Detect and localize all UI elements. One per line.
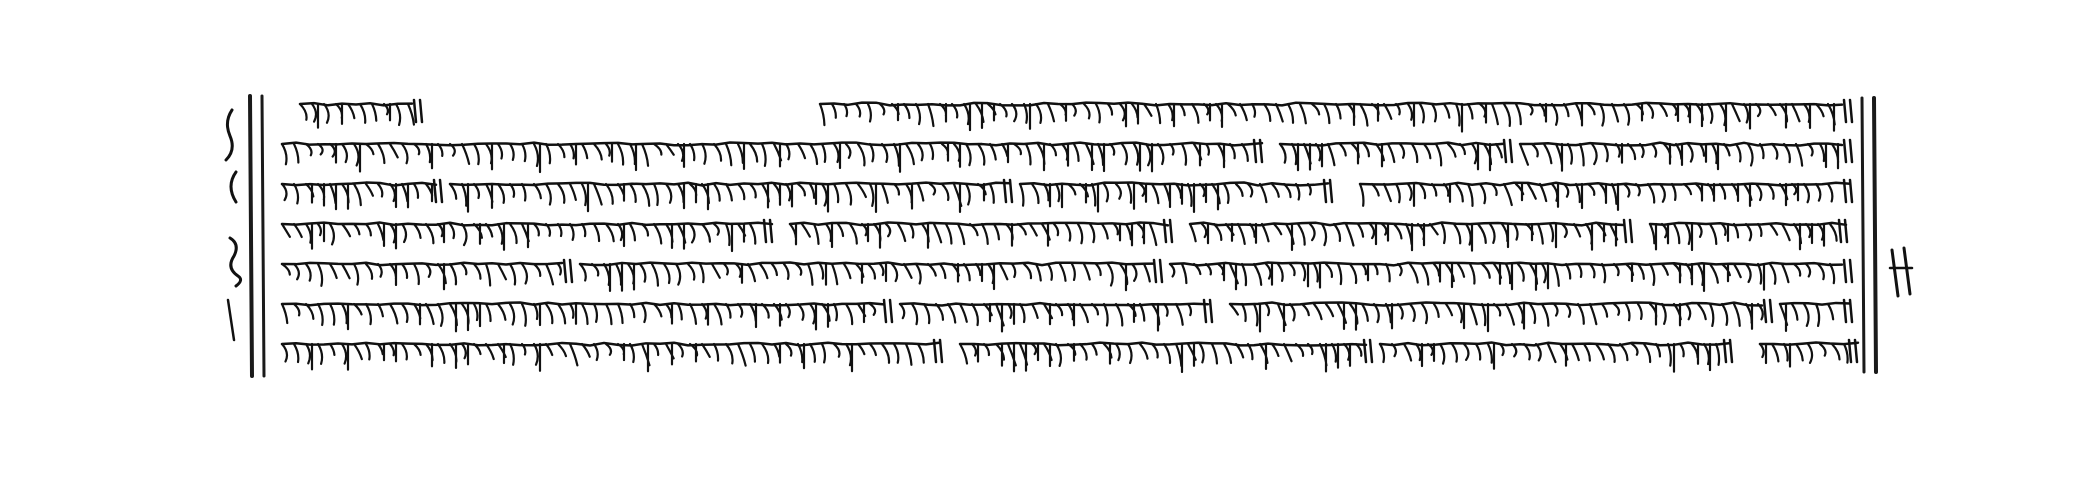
ink-headline bbox=[1020, 183, 1328, 186]
script-line-4 bbox=[282, 220, 1847, 251]
ink-glyphs bbox=[1360, 184, 1832, 210]
ink-glyphs bbox=[300, 104, 414, 128]
shad-mark bbox=[1844, 140, 1852, 162]
ink-headline bbox=[1280, 143, 1504, 146]
ink-headline bbox=[820, 103, 1842, 106]
ink-glyphs bbox=[1280, 144, 1502, 170]
shad-mark bbox=[1844, 100, 1852, 122]
shad-mark bbox=[1504, 140, 1512, 162]
ink-glyphs bbox=[450, 184, 994, 212]
ink-headline bbox=[1380, 343, 1730, 346]
right-margin-marks bbox=[1890, 248, 1912, 296]
ink-glyphs bbox=[790, 224, 1156, 248]
script-line-3 bbox=[282, 180, 1852, 212]
ink-glyphs bbox=[282, 144, 1248, 172]
ink-glyphs bbox=[282, 264, 561, 289]
shad-mark bbox=[564, 260, 572, 282]
script-line-6 bbox=[282, 300, 1852, 331]
left-frame-border bbox=[250, 96, 264, 376]
ink-glyphs bbox=[1380, 344, 1719, 372]
ink-glyphs bbox=[1650, 224, 1837, 250]
script-line-7 bbox=[282, 340, 1858, 372]
ink-glyphs bbox=[282, 344, 924, 371]
ink-headline bbox=[900, 303, 1208, 305]
shad-mark bbox=[884, 300, 892, 322]
ink-headline bbox=[282, 143, 1262, 146]
ink-glyphs bbox=[960, 344, 1361, 372]
shad-mark bbox=[434, 180, 442, 202]
shad-mark bbox=[1624, 220, 1632, 242]
ink-glyphs bbox=[1170, 264, 1834, 291]
ink-glyphs bbox=[282, 304, 875, 331]
shad-mark bbox=[1164, 220, 1172, 242]
right-frame-border bbox=[1862, 98, 1876, 372]
script-line-2 bbox=[282, 140, 1852, 172]
script-lines bbox=[282, 100, 1858, 372]
ink-glyphs bbox=[900, 304, 1191, 331]
ink-headline bbox=[282, 343, 940, 346]
script-line-5 bbox=[282, 260, 1852, 291]
shad-mark bbox=[1764, 300, 1772, 322]
ink-glyphs bbox=[1780, 304, 1833, 331]
ink-headline bbox=[790, 223, 1168, 226]
ink-glyphs bbox=[1760, 344, 1848, 366]
shad-mark bbox=[1844, 260, 1852, 282]
ink-glyphs bbox=[282, 224, 755, 251]
ink-glyphs bbox=[1520, 144, 1838, 171]
ink-glyphs bbox=[580, 264, 1150, 291]
script-line-1 bbox=[300, 100, 1852, 132]
ink-headline bbox=[282, 263, 562, 265]
ink-glyphs bbox=[1190, 224, 1617, 251]
ink-glyphs bbox=[1230, 304, 1763, 331]
shad-mark bbox=[414, 100, 422, 122]
ink-glyphs bbox=[820, 104, 1835, 132]
ink-glyphs bbox=[282, 184, 432, 209]
ink-glyphs bbox=[1020, 184, 1311, 212]
shad-mark bbox=[1154, 260, 1162, 282]
shad-mark bbox=[1364, 340, 1372, 362]
left-margin-marks bbox=[226, 110, 241, 340]
